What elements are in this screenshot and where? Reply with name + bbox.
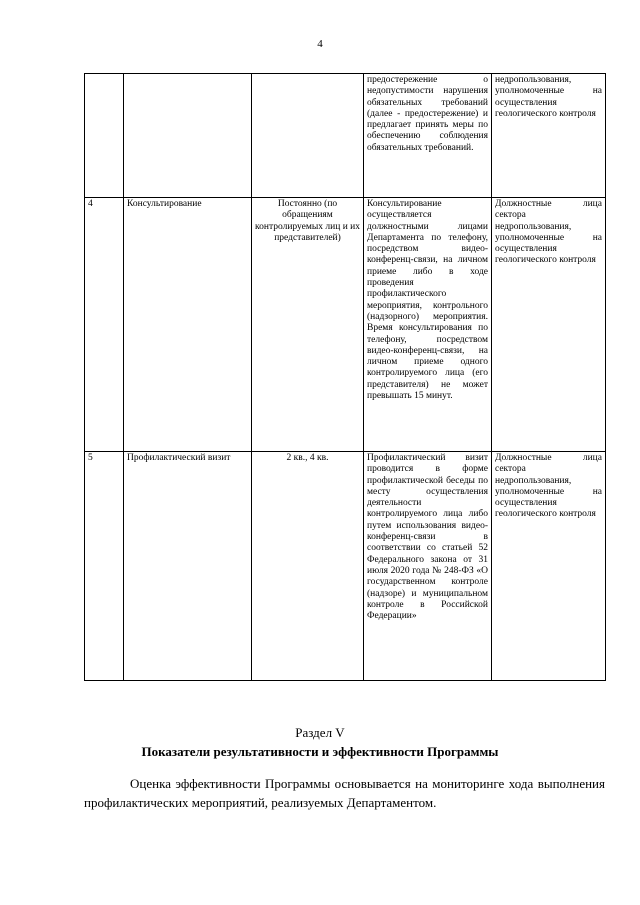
table-row bbox=[85, 452, 606, 681]
measure-responsible: Должностные лица сектора недропользования, уполномоченные на осуществления геологического контроля bbox=[492, 452, 606, 681]
measure-name: Профилактический визит bbox=[124, 452, 252, 681]
measures-table bbox=[84, 73, 606, 681]
measure-responsible: Должностные лица сектора недропользования, уполномоченные на осуществления геологического контроля bbox=[492, 198, 606, 452]
measure-term: Постоянно (по обращениям контролируемых лиц и их представителей) bbox=[252, 198, 364, 452]
measure-name: Консультирование bbox=[124, 198, 252, 452]
measure-term bbox=[252, 74, 364, 198]
section-subtitle: Показатели результативности и эффективности Программы bbox=[141, 744, 499, 759]
measure-name bbox=[124, 74, 252, 198]
measure-description: предостережение о недопустимости нарушения обязательных требований (далее - предостережение) и предлагает принять меры по обеспечению соблюдения обязательных требований. bbox=[364, 74, 492, 198]
table-row bbox=[85, 198, 606, 452]
measure-responsible: недропользования, уполномоченные на осуществления геологического контроля bbox=[492, 74, 606, 198]
body-paragraph: Оценка эффективности Программы основывается на мониторинге хода выполнения профилактических мероприятий, реализуемых Департаментом. bbox=[84, 776, 605, 810]
page-number: 4 bbox=[317, 38, 323, 50]
table-row bbox=[85, 74, 606, 198]
measure-description: Консультирование осуществляется должностными лицами Департамента по телефону, посредством видео-конференц-связи, на личном приеме либо в ходе проведения профилактического мероприятия, контрольного (надзорного) мероприятия. Время консультирования по телефону, посредством видео-конференц-связи, на личном приеме одного контролируемого лица (его представителя) не может превышать 15 минут. bbox=[364, 198, 492, 452]
measure-term: 2 кв., 4 кв. bbox=[252, 452, 364, 681]
section-title: Раздел V bbox=[295, 725, 345, 740]
measure-description: Профилактический визит проводится в форме профилактической беседы по месту осуществления деятельности контролируемого лица либо путем использования видео-конференц-связи в соответствии со статьей 52 Федерального закона от 31 июля 2020 года № 248-ФЗ «О государственном контроле (надзоре) и муниципальном контроле в Российской Федерации» bbox=[364, 452, 492, 681]
row-number: 5 bbox=[85, 452, 124, 681]
row-number: 4 bbox=[85, 198, 124, 452]
row-number bbox=[85, 74, 124, 198]
